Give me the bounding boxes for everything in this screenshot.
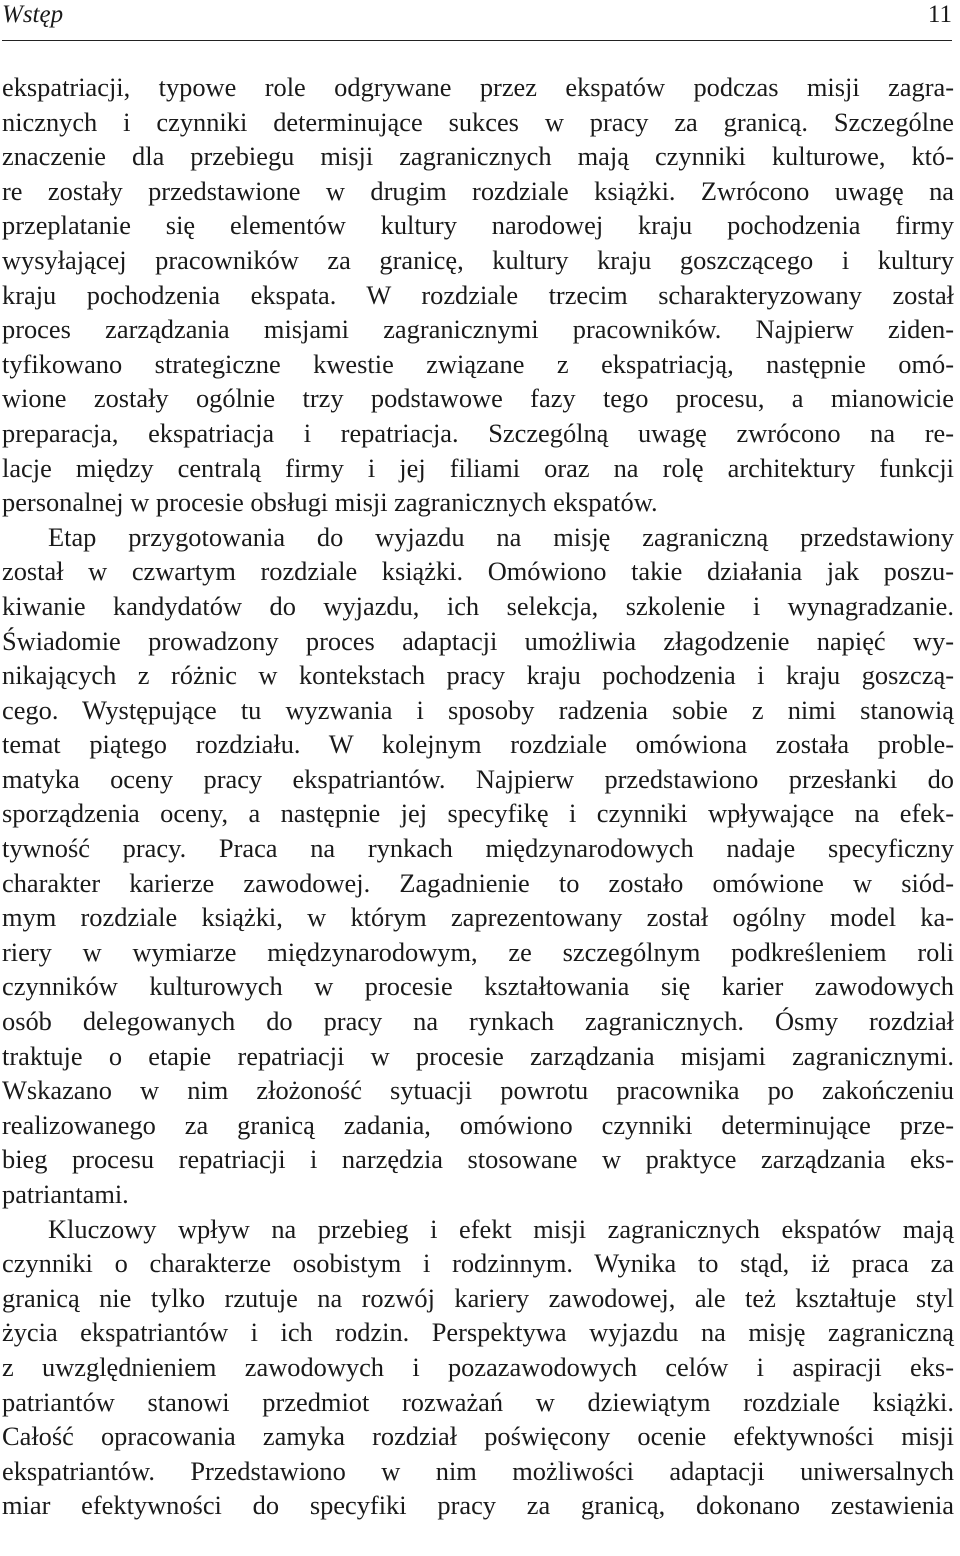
text-line: z uwzględnieniem zawodowych i pozazawodowych celów i aspiracji eks- bbox=[2, 1351, 954, 1382]
text-line: tywność pracy. Praca na rynkach międzynarodowych nadaje specyficzny bbox=[2, 833, 954, 864]
text-line: ekspatriantów. Przedstawiono w nim możliwości adaptacji uniwersalnych bbox=[2, 1455, 954, 1486]
paragraph-first-line: Kluczowy wpływ na przebieg i efekt misji zagranicznych ekspatów mają bbox=[48, 1213, 954, 1244]
text-line: matyka oceny pracy ekspatriantów. Najpierw przedstawiono przesłanki do bbox=[2, 763, 954, 794]
text-line: życia ekspatriantów i ich rodzin. Perspektywa wyjazdu na misję zagraniczną bbox=[2, 1317, 954, 1348]
running-header bbox=[2, 0, 952, 41]
text-line: został w czwartym rozdziale książki. Omówiono takie działania jak poszu- bbox=[2, 556, 954, 587]
text-line: proces zarządzania misjami zagranicznymi pracowników. Najpierw ziden- bbox=[2, 314, 954, 345]
text-line: re zostały przedstawione w drugim rozdziale książki. Zwrócono uwagę na bbox=[2, 175, 954, 206]
text-line: ekspatriacji, typowe role odgrywane przez ekspatów podczas misji zagra- bbox=[2, 72, 954, 102]
page-number: 11 bbox=[927, 1, 952, 28]
text-line: wysyłającej pracowników za granicę, kultury kraju goszczącego i kultury bbox=[2, 244, 954, 275]
text-line: temat piątego rozdziału. W kolejnym rozdziale omówiona została proble- bbox=[2, 729, 954, 760]
text-line: osób delegowanych do pracy na rynkach zagranicznych. Ósmy rozdział bbox=[2, 1006, 954, 1037]
text-line: miar efektywności do specyfiki pracy za granicą, dokonano zestawienia bbox=[2, 1490, 954, 1521]
text-line: kiwanie kandydatów do wyjazdu, ich selekcja, szkolenie i wynagradzanie. bbox=[2, 590, 954, 621]
text-line: Wskazano w nim złożoność sytuacji powrotu pracownika po zakończeniu bbox=[2, 1075, 954, 1106]
text-line: czynników kulturowych w procesie kształtowania się karier zawodowych bbox=[2, 971, 954, 1002]
text-line: granicą nie tylko rzutuje na rozwój kariery zawodowej, ale też kształtuje styl bbox=[2, 1282, 954, 1313]
text-line: patriantów stanowi przedmiot rozważań w dziewiątym rozdziale książki. bbox=[2, 1386, 954, 1417]
text-line: traktuje o etapie repatriacji w procesie zarządzania misjami zagranicznymi. bbox=[2, 1040, 954, 1071]
text-line: kraju pochodzenia ekspata. W rozdziale trzecim scharakteryzowany został bbox=[2, 279, 954, 310]
text-line: Świadomie prowadzony proces adaptacji umożliwia złagodzenie napięć wy- bbox=[2, 625, 954, 656]
body-text bbox=[2, 70, 954, 1523]
text-line: cego. Występujące tu wyzwania i sposoby radzenia sobie z nimi stanowią bbox=[2, 694, 954, 725]
text-line: lacje między centralą firmy i jej filiami oraz na rolę architektury funkcji bbox=[2, 452, 954, 483]
text-line: realizowanego za granicą zadania, omówiono czynniki determinujące prze- bbox=[2, 1109, 954, 1140]
text-line: tyfikowano strategiczne kwestie związane z ekspatriacją, następnie omó- bbox=[2, 348, 954, 379]
text-line: czynniki o charakterze osobistym i rodzinnym. Wynika to stąd, iż praca za bbox=[2, 1248, 954, 1279]
text-line: Całość opracowania zamyka rozdział poświęcony ocenie efektywności misji bbox=[2, 1421, 954, 1452]
text-line: wione zostały ogólnie trzy podstawowe fazy tego procesu, a mianowicie bbox=[2, 383, 954, 414]
text-line: nicznych i czynniki determinujące sukces w pracy za granicą. Szczególne bbox=[2, 106, 954, 137]
paragraph-first-line: Etap przygotowania do wyjazdu na misję zagraniczną przedstawiony bbox=[48, 521, 954, 552]
text-line: mym rozdziale książki, w którym zaprezentowany został ogólny model ka- bbox=[2, 902, 954, 933]
text-line: sporządzenia oceny, a następnie jej specyfikę i czynniki wpływające na efek- bbox=[2, 798, 954, 829]
text-line: przeplatanie się elementów kultury narodowej kraju pochodzenia firmy bbox=[2, 210, 954, 241]
text-line: charakter karierze zawodowej. Zagadnienie to zostało omówione w siód- bbox=[2, 867, 954, 898]
text-line: personalnej w procesie obsługi misji zagranicznych ekspatów. bbox=[2, 487, 658, 518]
chapter-title: Wstęp bbox=[2, 1, 64, 28]
text-line: patriantami. bbox=[2, 1179, 129, 1209]
text-line: nikających z różnic w kontekstach pracy kraju pochodzenia i kraju goszczą- bbox=[2, 660, 954, 691]
text-line: riery w wymiarze międzynarodowym, ze szczególnym podkreśleniem roli bbox=[2, 936, 954, 967]
text-line: preparacja, ekspatriacja i repatriacja. Szczególną uwagę zwrócono na re- bbox=[2, 417, 954, 448]
text-line: znaczenie dla przebiegu misji zagranicznych mają czynniki kulturowe, któ- bbox=[2, 141, 954, 172]
text-line: bieg procesu repatriacji i narzędzia stosowane w praktyce zarządzania eks- bbox=[2, 1144, 954, 1175]
